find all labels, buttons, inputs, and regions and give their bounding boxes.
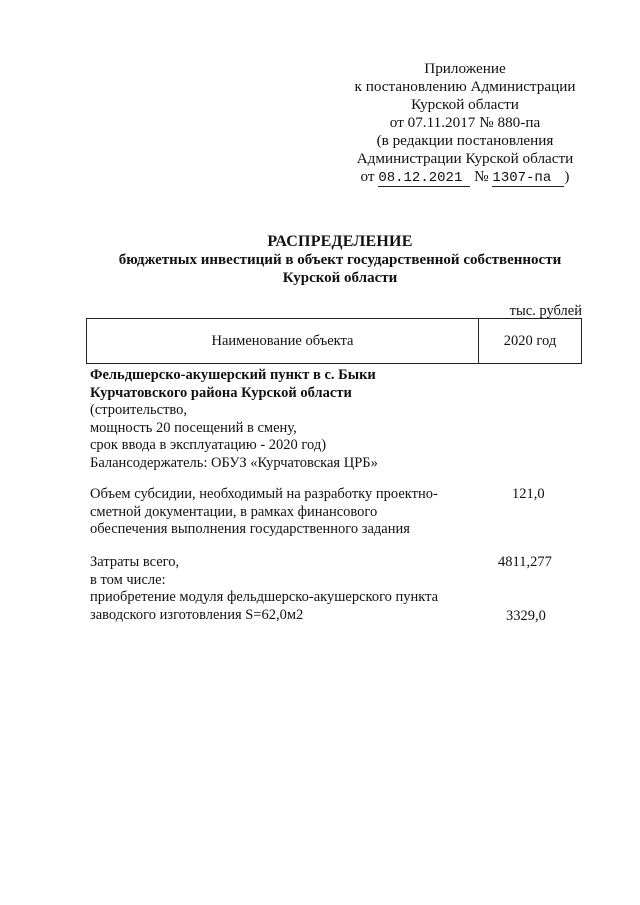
object-name: Курчатовского района Курской области [90,384,352,401]
costs-description [90,554,438,624]
column-header-year: 2020 год [503,332,557,349]
costs-line: Затраты всего, [90,554,180,570]
costs-total-value: 4811,277 [498,554,552,570]
title-subtitle: Курской области [282,270,398,286]
number-prefix: № [474,168,489,185]
amendment-number: 1307-па [492,170,564,187]
object-detail: срок ввода в эксплуатацию - 2020 год) [90,437,327,453]
subsidy-description [90,486,438,539]
costs-line: в том числе: [90,571,166,588]
amendment-date-line [330,168,600,187]
appendix-line: от 07.11.2017 № 880-па [389,114,541,131]
appendix-line: к постановлению Администрации [354,78,576,95]
object-detail: Балансодержатель: ОБУЗ «Курчатовская ЦРБ» [90,454,378,471]
appendix-header [330,60,600,187]
subsidy-line: обеспечения выполнения государственного задания [90,521,410,537]
units-label: тыс. рублей [509,303,582,319]
object-detail: мощность 20 посещений в смену, [90,419,297,436]
subsidy-value: 121,0 [512,486,545,502]
appendix-line: (в редакции постановления [376,132,554,149]
document-title [40,232,640,287]
subsidy-line: Объем субсидии, необходимый на разработку проектно- [90,486,438,502]
appendix-line: Курской области [411,96,519,113]
object-detail: (строительство, [90,402,188,418]
title-subtitle: бюджетных инвестиций в объект государственной собственности [118,252,562,268]
object-description [90,367,378,472]
appendix-line: Приложение [424,60,506,77]
appendix-line: Администрации Курской области [356,150,574,167]
date-prefix: от [360,168,375,185]
costs-module-value: 3329,0 [506,608,546,624]
costs-line: приобретение модуля фельдшерско-акушерского пункта [90,589,439,605]
object-name: Фельдшерско-акушерский пункт в с. Быки [90,367,376,383]
column-header-name: Наименование объекта [87,319,479,363]
table-header [86,318,582,364]
subsidy-line: сметной документации, в рамках финансового [90,503,378,520]
costs-line: заводского изготовления S=62,0м2 [90,606,304,623]
closing-paren: ) [564,168,570,185]
title-main: РАСПРЕДЕЛЕНИЕ [267,233,413,250]
amendment-date: 08.12.2021 [378,170,470,187]
